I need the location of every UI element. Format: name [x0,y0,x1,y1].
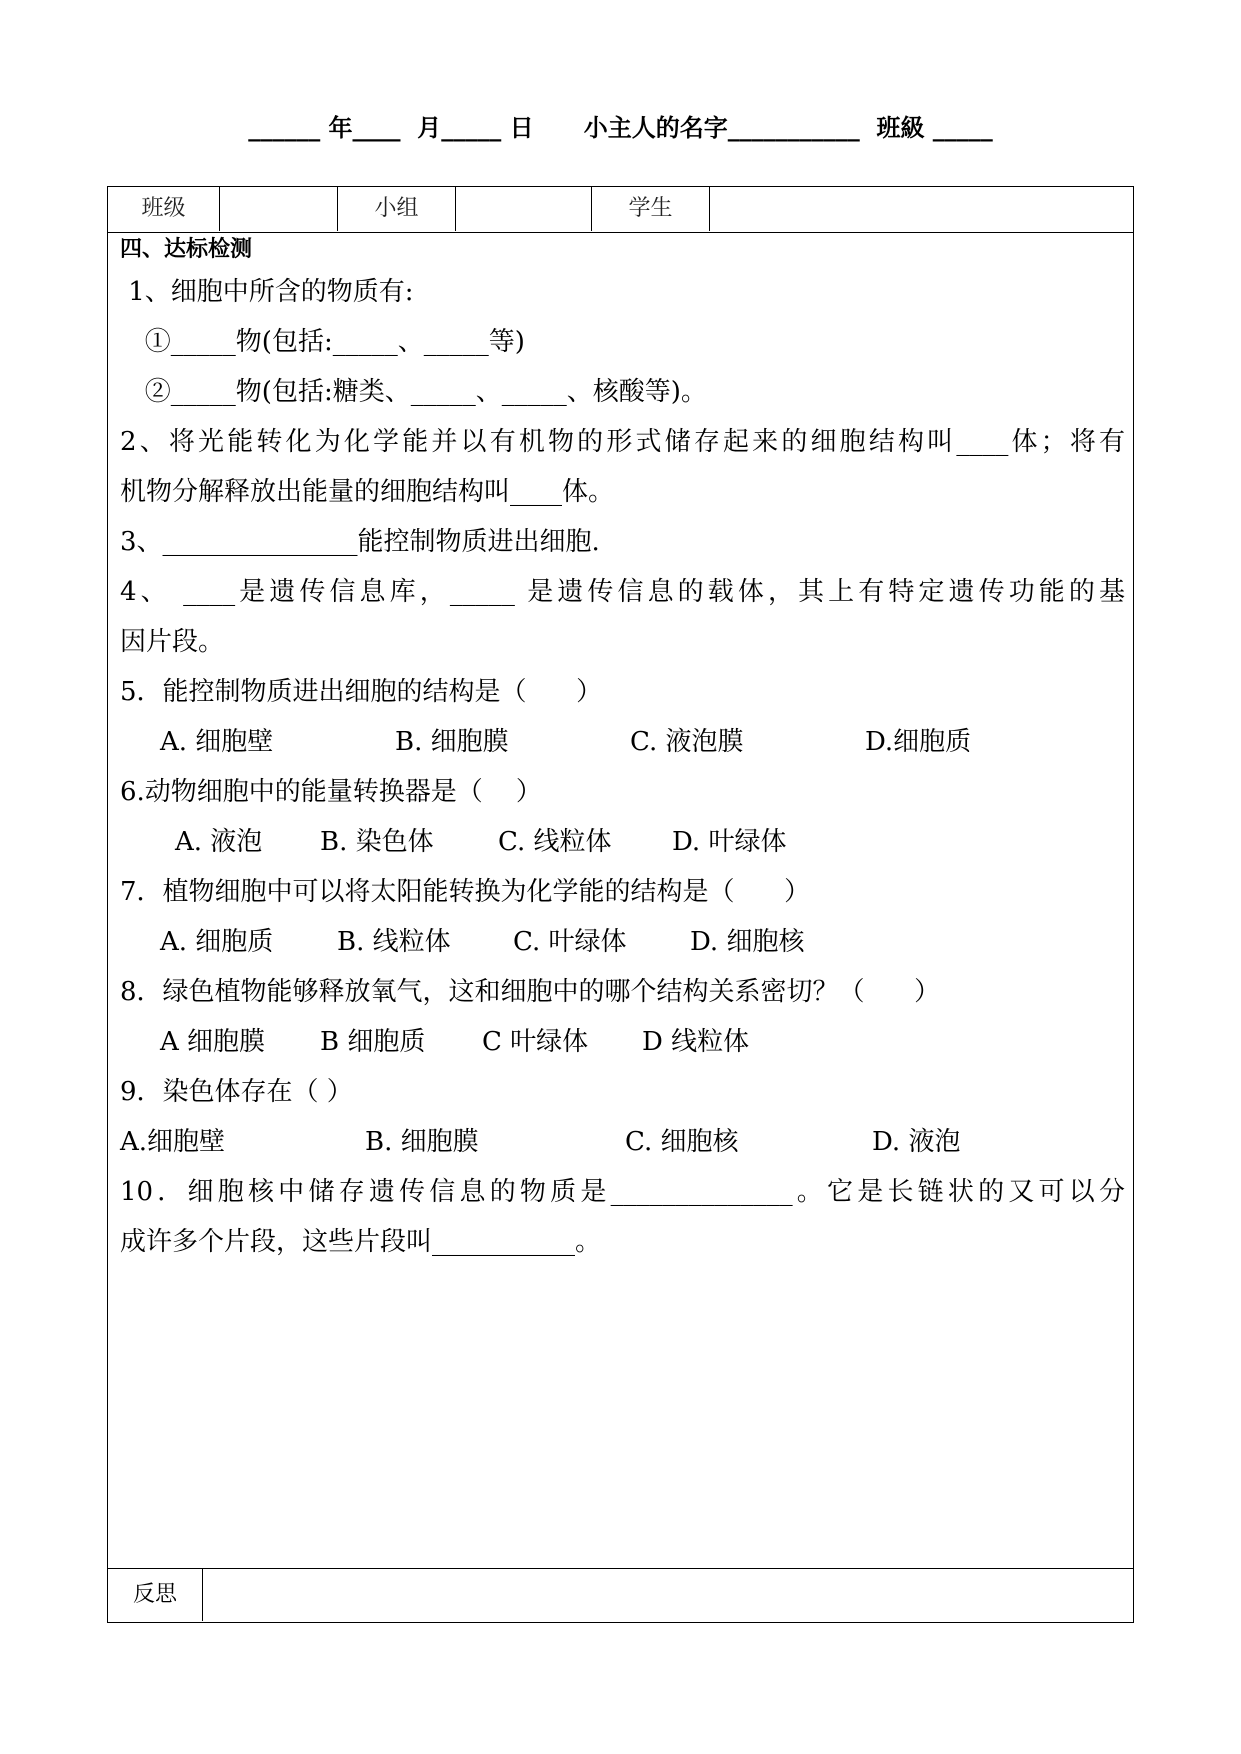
question-line: 4、 ____是遗传信息库，_____ 是遗传信息的载体，其上有特定遗传功能的基 [120,577,1125,607]
question-line: 10．细胞核中储存遗传信息的物质是______________。它是长链状的又可以分 [120,1177,1125,1207]
option-a: A 细胞膜 [160,1027,266,1057]
worksheet-table [107,186,1134,1623]
question-line: 7．植物细胞中可以将太阳能转换为化学能的结构是（ ） [120,877,811,907]
page-header: ______ 年____ 月_____ 日 小主人的名字___________ 班級 _____ [248,114,993,142]
reflection-label: 反思 [108,1569,203,1621]
question-line: 机物分解释放出能量的细胞结构叫____体。 [120,477,615,507]
option-c: C. 液泡膜 [630,727,744,757]
option-c: C 叶绿体 [482,1027,589,1057]
option-a: A.细胞壁 [120,1127,226,1157]
option-d: D. 叶绿体 [672,827,787,857]
q7-options [120,917,1125,967]
class-field[interactable] [220,187,338,231]
q8-options [120,1017,1125,1067]
option-b: B 细胞质 [320,1027,426,1057]
question-line: 8．绿色植物能够释放氧气，这和细胞中的哪个结构关系密切？（ ） [120,977,941,1007]
reflection-field[interactable] [203,1569,1133,1621]
option-a: A. 细胞壁 [160,727,274,757]
student-field[interactable] [710,187,1132,231]
option-d: D. 细胞核 [690,927,805,957]
question-line: 成许多个片段，这些片段叫___________。 [120,1227,602,1257]
section-title: 四、达标检测 [120,237,253,262]
question-line: ②_____物(包括:糖类、_____、_____、核酸等)。 [120,377,707,407]
option-d: D. 液泡 [872,1127,961,1157]
group-label: 小组 [338,187,456,231]
question-line: 6.动物细胞中的能量转换器是（ ） [120,777,542,807]
question-line: 3、_______________能控制物质进出细胞. [120,527,600,557]
option-d: D.细胞质 [865,727,972,757]
question-line: 1、细胞中所含的物质有: [120,277,414,307]
reflection-row [108,1568,1133,1622]
q6-options [120,817,1125,867]
option-c: C. 线粒体 [498,827,612,857]
info-row [108,187,1133,233]
student-label: 学生 [592,187,710,231]
question-line: 5．能控制物质进出细胞的结构是（ ） [120,677,603,707]
q5-options [120,717,1125,767]
question-line: ①_____物(包括:_____、_____等) [120,327,525,357]
question-line: 2、将光能转化为化学能并以有机物的形式储存起来的细胞结构叫____体；将有 [120,427,1125,457]
question-section [120,233,1125,1267]
option-b: B. 细胞膜 [395,727,509,757]
option-b: B. 细胞膜 [365,1127,479,1157]
question-line: 因片段。 [120,627,225,657]
class-label: 班级 [108,187,220,231]
option-a: A. 细胞质 [160,927,274,957]
option-d: D 线粒体 [642,1027,750,1057]
option-c: C. 叶绿体 [513,927,627,957]
q9-options [120,1117,1125,1167]
group-field[interactable] [456,187,592,231]
option-c: C. 细胞核 [625,1127,739,1157]
question-line: 9．染色体存在（ ） [120,1077,353,1107]
option-a: A. 液泡 [175,827,263,857]
option-b: B. 染色体 [320,827,434,857]
option-b: B. 线粒体 [337,927,451,957]
